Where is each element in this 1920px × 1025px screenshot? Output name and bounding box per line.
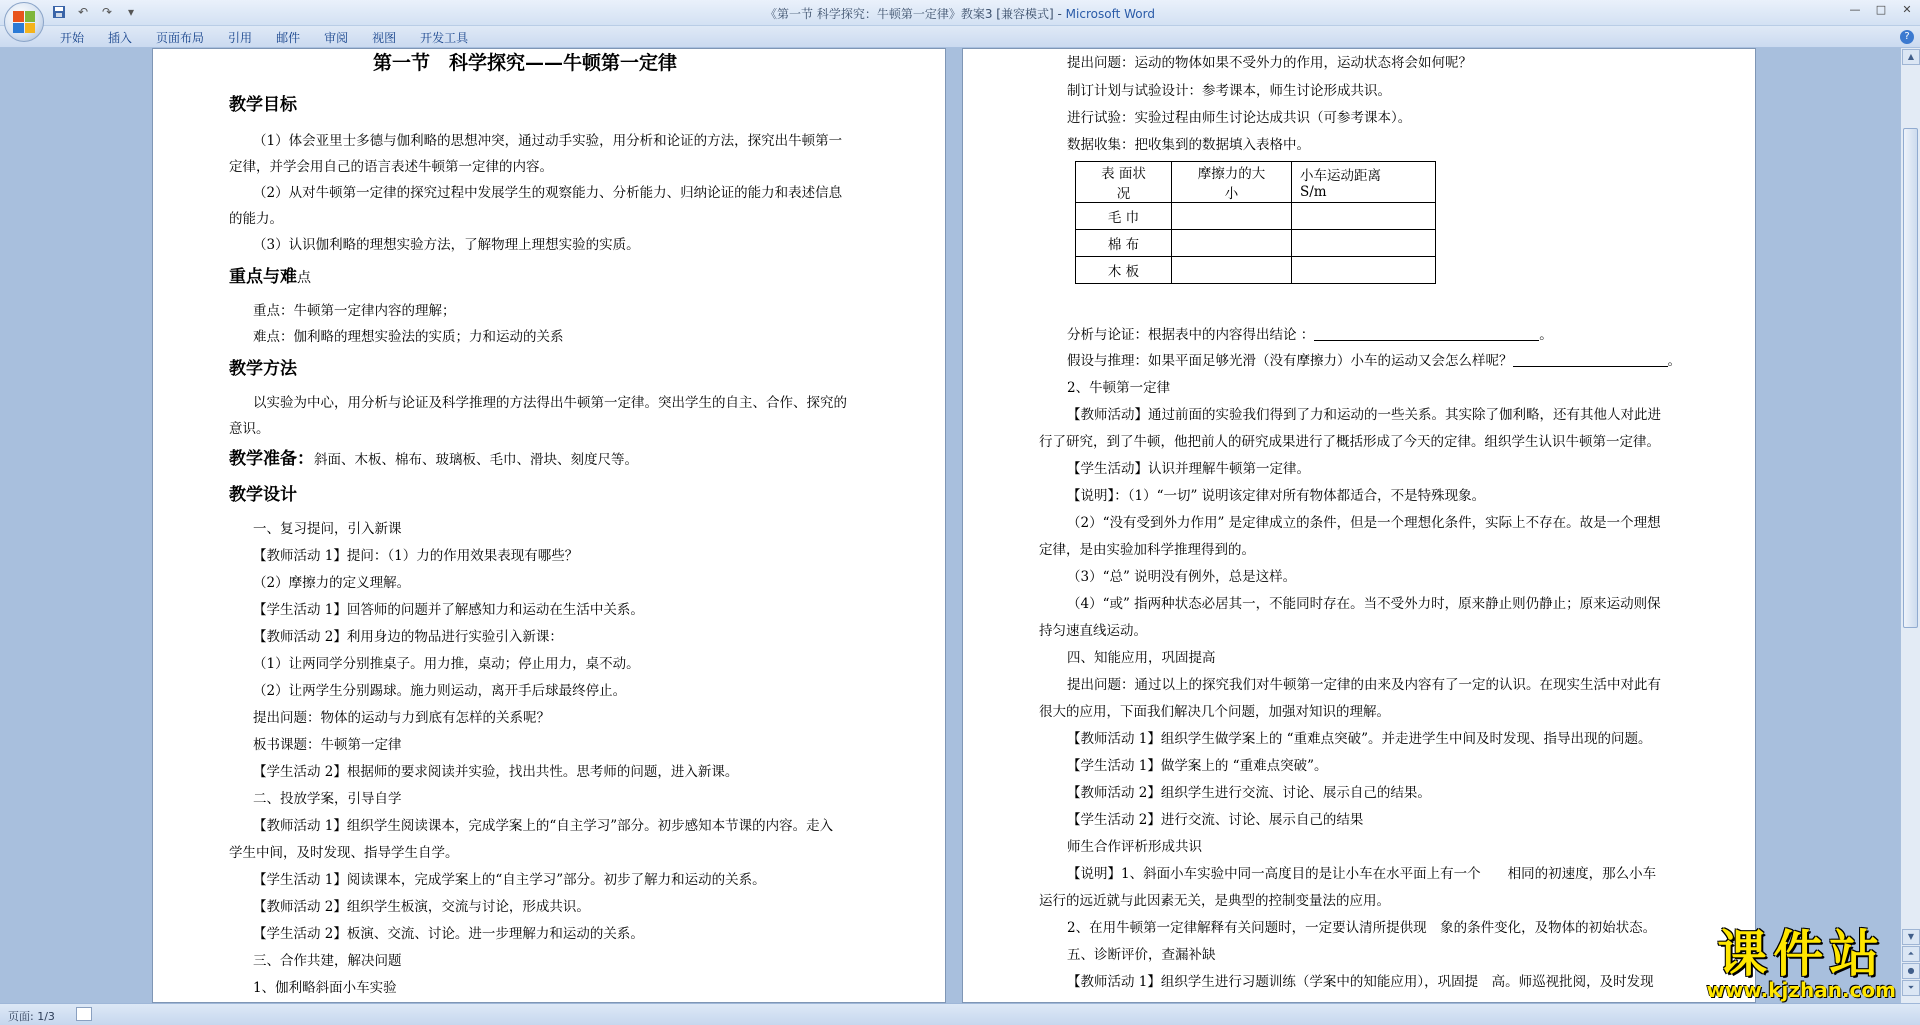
table-cell-empty[interactable] — [1172, 230, 1292, 257]
design-line-14: 【教师活动 2】组织学生板演，交流与讨论，形成共识。 — [253, 899, 590, 915]
right-line-14: 四、知能应用，巩固提高 — [1067, 650, 1216, 666]
customize-toolbar-icon[interactable]: ▾ — [127, 5, 135, 19]
table-cell-empty[interactable] — [1172, 203, 1292, 230]
right-line-13b: 持匀速直线运动。 — [1039, 623, 1147, 639]
watermark-logo — [1706, 925, 1896, 1002]
data-table — [1075, 161, 1436, 284]
key-point-2: 难点：伽利略的理想实验法的实质；力和运动的关系 — [253, 329, 564, 345]
right-line-9: 【学生活动】认识并理解牛顿第一定律。 — [1067, 461, 1310, 477]
window-controls — [1842, 0, 1920, 18]
design-line-7: （2）让两学生分别踢球。施力则运动，离开手后球最终停止。 — [253, 683, 627, 699]
app-name: Microsoft Word — [1065, 7, 1155, 21]
tab-page-layout[interactable]: 页面布局 — [156, 31, 205, 45]
watermark-url: www.kjzhan.com — [1706, 978, 1896, 1002]
design-line-5: 【教师活动 2】利用身边的物品进行实验引入新课： — [253, 629, 563, 645]
page-nav-buttons — [1901, 928, 1920, 997]
design-line-10: 【学生活动 2】根据师的要求阅读并实验，找出共性。思考师的问题，进入新课。 — [253, 764, 739, 780]
close-button[interactable]: ✕ — [1902, 2, 1912, 16]
answer-blank[interactable] — [1314, 327, 1539, 341]
heading-key-points: 重点与难点 — [229, 267, 311, 287]
tab-insert[interactable]: 插入 — [108, 31, 133, 45]
table-header-surface: 表 面状 况 — [1076, 162, 1172, 203]
office-logo-icon — [13, 11, 35, 33]
minimize-button[interactable]: — — [1849, 2, 1861, 16]
previous-page-icon[interactable]: ⏶ — [1902, 946, 1920, 962]
document-title: 《第一节 科学探究：牛顿第一定律》教案3 [兼容模式] — [765, 7, 1054, 21]
ribbon-tabs — [56, 30, 488, 46]
title-bar — [0, 0, 1920, 26]
page-1[interactable] — [152, 48, 946, 1003]
right-line-20: 师生合作评析形成共识 — [1067, 839, 1202, 855]
table-row — [1076, 203, 1436, 230]
right-line-15b: 很大的应用，下面我们解决几个问题，加强对知识的理解。 — [1039, 704, 1390, 720]
table-cell-empty[interactable] — [1292, 230, 1436, 257]
status-bar — [0, 1003, 1920, 1025]
right-line-10: 【说明】：（1）“一切” 说明该定律对所有物体都适合，不是特殊现象。 — [1067, 488, 1486, 504]
maximize-button[interactable]: □ — [1875, 2, 1887, 16]
right-line-7: 2、牛顿第一定律 — [1067, 380, 1171, 396]
tab-review[interactable]: 审阅 — [324, 31, 349, 45]
table-cell-surface: 棉 布 — [1076, 230, 1172, 257]
right-line-11b: 定律，是由实验加科学推理得到的。 — [1039, 542, 1255, 558]
office-button[interactable] — [4, 2, 44, 42]
tab-references[interactable]: 引用 — [228, 31, 253, 45]
page-indicator[interactable]: 页面: 1/3 — [8, 1010, 55, 1023]
browse-object-icon[interactable]: ● — [1902, 963, 1920, 979]
ribbon — [0, 26, 1920, 48]
right-line-3: 进行试验：实验过程由师生讨论达成共识（可参考课本）。 — [1067, 110, 1412, 126]
right-line-22: 2、在用牛顿第一定律解释有关问题时，一定要认清所提供现 象的条件变化，及物体的初始状态。 — [1067, 920, 1657, 936]
document-title-heading: 第一节 科学探究——牛顿第一定律 — [373, 52, 678, 74]
help-icon[interactable]: ? — [1900, 30, 1914, 44]
heading-objectives: 教学目标 — [229, 95, 297, 115]
table-header-row — [1076, 162, 1436, 203]
table-cell-surface: 毛 巾 — [1076, 203, 1172, 230]
design-line-11: 二、投放学案，引导自学 — [253, 791, 402, 807]
objective-2b: 的能力。 — [229, 211, 283, 227]
prep-line: 教学准备：斜面、木板、棉布、玻璃板、毛巾、滑块、刻度尺等。 — [229, 449, 638, 469]
objective-1b: 定律，并学会用自己的语言表述牛顿第一定律的内容。 — [229, 159, 553, 175]
right-line-6: 假设与推理：如果平面足够光滑（没有摩擦力）小车的运动又会怎么样呢？ 。 — [1067, 353, 1681, 369]
design-line-16: 三、合作共建，解决问题 — [253, 953, 402, 969]
method-b: 意识。 — [229, 421, 270, 437]
design-line-12b: 学生中间，及时发现、指导学生自学。 — [229, 845, 459, 861]
document-workspace — [0, 48, 1900, 1003]
tab-home[interactable]: 开始 — [60, 31, 85, 45]
right-line-13a: （4）“或” 指两种状态必居其一，不能同时存在。当不受外力时，原来静止则仍静止；原来运动则保 — [1067, 596, 1661, 612]
table-row — [1076, 257, 1436, 284]
right-line-18: 【教师活动 2】组织学生进行交流、讨论、展示自己的结果。 — [1067, 785, 1431, 801]
table-cell-empty[interactable] — [1292, 203, 1436, 230]
design-line-6: （1）让两同学分别推桌子。用力推，桌动；停止用力，桌不动。 — [253, 656, 640, 672]
window-title: 《第一节 科学探究：牛顿第一定律》教案3 [兼容模式] - Microsoft Word — [765, 7, 1155, 21]
right-line-17: 【学生活动 1】做学案上的 “重难点突破”。 — [1067, 758, 1328, 774]
objective-1a: （1）体会亚里士多德与伽利略的思想冲突，通过动手实验，用分析和论证的方法，探究出牛顿第一 — [253, 133, 843, 149]
tab-developer[interactable]: 开发工具 — [420, 31, 469, 45]
design-line-3: （2）摩擦力的定义理解。 — [253, 575, 411, 591]
right-line-12: （3）“总” 说明没有例外，总是这样。 — [1067, 569, 1297, 585]
table-header-distance: 小车运动距离 S/m — [1292, 162, 1436, 203]
design-line-4: 【学生活动 1】回答师的问题并了解感知力和运动在生活中关系。 — [253, 602, 644, 618]
table-row — [1076, 230, 1436, 257]
answer-blank[interactable] — [1513, 353, 1668, 367]
right-line-16: 【教师活动 1】组织学生做学案上的 “重难点突破”。并走进学生中间及时发现、指导出现的问题。 — [1067, 731, 1652, 747]
right-line-15a: 提出问题：通过以上的探究我们对牛顿第一定律的由来及内容有了一定的认识。在现实生活中对此有 — [1067, 677, 1661, 693]
tab-mailings[interactable]: 邮件 — [276, 31, 301, 45]
tab-view[interactable]: 视图 — [372, 31, 397, 45]
design-line-13: 【学生活动 1】阅读课本，完成学案上的“自主学习”部分。初步了解力和运动的关系。 — [253, 872, 766, 888]
design-line-2: 【教师活动 1】提问：（1）力的作用效果表现有哪些？ — [253, 548, 579, 564]
right-line-24: 【教师活动 1】组织学生进行习题训练（学案中的知能应用），巩固提 高。师巡视批阅，及时发现 — [1067, 974, 1654, 990]
right-line-5: 分析与论证：根据表中的内容得出结论 ： 。 — [1067, 327, 1553, 343]
redo-icon[interactable]: ↷ — [101, 5, 113, 19]
right-line-1: 提出问题：运动的物体如果不受外力的作用，运动状态将会如何呢？ — [1067, 55, 1472, 71]
objective-2a: （2）从对牛顿第一定律的探究过程中发展学生的观察能力、分析能力、归纳论证的能力和表述信息 — [253, 185, 843, 201]
right-line-4: 数据收集：把收集到的数据填入表格中。 — [1067, 137, 1310, 153]
table-cell-empty[interactable] — [1172, 257, 1292, 284]
table-cell-surface: 木 板 — [1076, 257, 1172, 284]
vertical-scrollbar[interactable] — [1900, 48, 1920, 1003]
right-line-19: 【学生活动 2】进行交流、讨论、展示自己的结果 — [1067, 812, 1364, 828]
design-line-1: 一、复习提问，引入新课 — [253, 521, 402, 537]
table-cell-empty[interactable] — [1292, 257, 1436, 284]
right-line-8b: 行了研究，到了牛顿，他把前人的研究成果进行了概括形成了今天的定律。组织学生认识牛顿第一定律。 — [1039, 434, 1660, 450]
next-page-icon[interactable]: ⏷ — [1902, 980, 1920, 996]
scroll-up-icon[interactable]: ▲ — [1902, 49, 1920, 65]
objective-3: （3）认识伽利略的理想实验方法，了解物理上理想实验的实质。 — [253, 237, 640, 253]
design-line-15: 【学生活动 2】板演、交流、讨论。进一步理解力和运动的关系。 — [253, 926, 644, 942]
undo-icon[interactable]: ↶ — [77, 5, 89, 19]
design-line-8: 提出问题：物体的运动与力到底有怎样的关系呢？ — [253, 710, 550, 726]
right-line-8a: 【教师活动】通过前面的实验我们得到了力和运动的一些关系。其实除了伽利略，还有其他人对此进 — [1067, 407, 1661, 423]
right-line-23: 五、诊断评价，查漏补缺 — [1067, 947, 1216, 963]
method-a: 以实验为中心，用分析与论证及科学推理的方法得出牛顿第一定律。突出学生的自主、合作、探究的 — [253, 395, 847, 411]
right-line-21b: 运行的远近就与此因素无关，是典型的控制变量法的应用。 — [1039, 893, 1390, 909]
table-header-friction: 摩擦力的大 小 — [1172, 162, 1292, 203]
proofing-icon[interactable] — [76, 1007, 92, 1021]
heading-design: 教学设计 — [229, 485, 297, 505]
design-line-17: 1、伽利略斜面小车实验 — [253, 980, 397, 996]
right-line-21a: 【说明】1、斜面小车实验中同一高度目的是让小车在水平面上有一个 相同的初速度，那么小车 — [1067, 866, 1657, 882]
heading-method: 教学方法 — [229, 359, 297, 379]
watermark-title: 课件站 — [1717, 925, 1886, 983]
key-point-1: 重点：牛顿第一定律内容的理解； — [253, 303, 456, 319]
design-line-12a: 【教师活动 1】组织学生阅读课本，完成学案上的“自主学习”部分。初步感知本节课的内容。走入 — [253, 818, 834, 834]
right-line-2: 制订计划与试验设计：参考课本，师生讨论形成共识。 — [1067, 83, 1391, 99]
scroll-thumb[interactable] — [1903, 128, 1918, 628]
page-2[interactable] — [962, 48, 1756, 1003]
design-line-9: 板书课题：牛顿第一定律 — [253, 737, 402, 753]
scroll-down-icon[interactable]: ▼ — [1902, 929, 1920, 945]
right-line-11a: （2）“没有受到外力作用” 是定律成立的条件，但是一个理想化条件，实际上不存在。故是一个理想 — [1067, 515, 1661, 531]
